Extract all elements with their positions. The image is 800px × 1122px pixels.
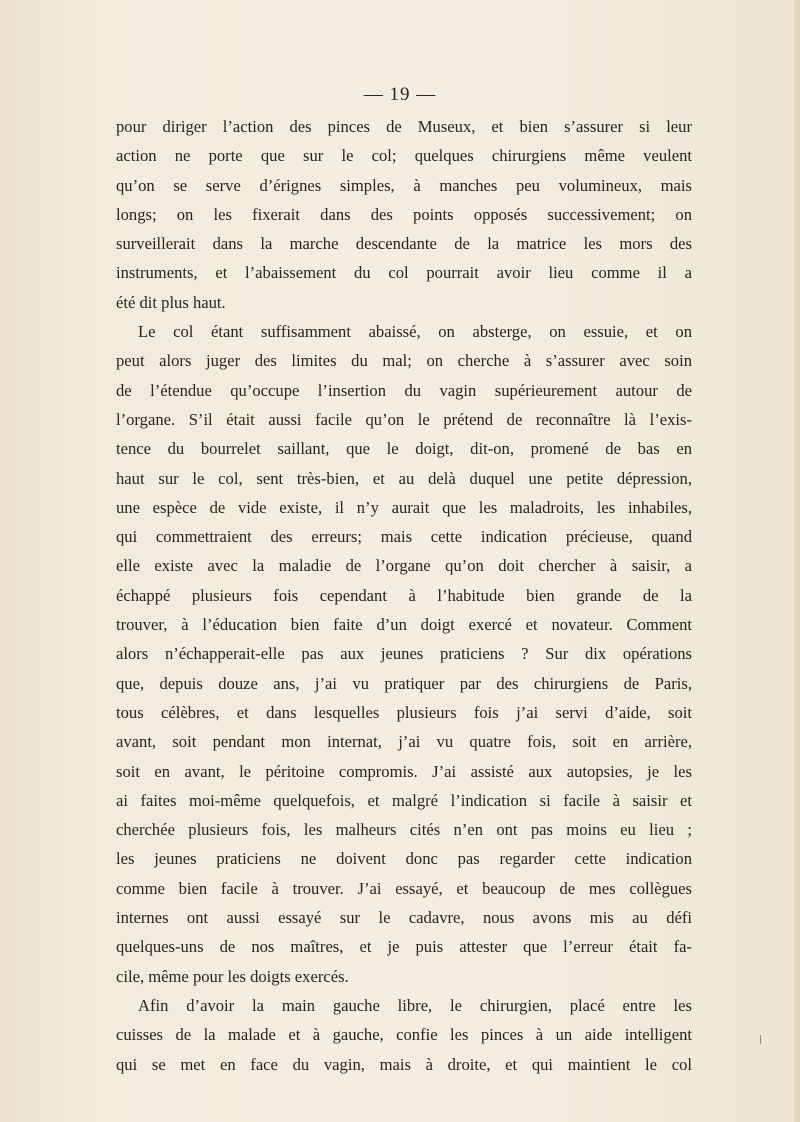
text-line: comme bien facile à trouver. J’ai essayé, et beaucoup de mes collègues — [116, 878, 692, 898]
text-line: cile, même pour les doigts exercés. — [116, 966, 349, 986]
text-line: trouver, à l’éducation bien faite d’un doigt exercé et novateur. Comment — [116, 615, 692, 635]
text-line: de l’étendue qu’occupe l’insertion du vagin supérieurement autour de — [116, 380, 692, 400]
text-line: cherchée plusieurs fois, les malheurs cités n’en ont pas moins eu lieu ; — [116, 820, 692, 840]
text-line: surveillerait dans la marche descendante de la matrice les mors des — [116, 234, 692, 254]
text-line: haut sur le col, sent très-bien, et au delà duquel une petite dépression, — [116, 468, 692, 488]
text-line: tence du bourrelet saillant, que le doigt, dit-on, promené de bas en — [116, 439, 692, 459]
body-text — [116, 112, 692, 1079]
text-line: qu’on se serve d’érignes simples, à manches peu volumineux, mais — [116, 175, 692, 195]
text-line: Le col étant suffisamment abaissé, on absterge, on essuie, et on — [138, 322, 692, 342]
text-line: instruments, et l’abaissement du col pourrait avoir lieu comme il a — [116, 263, 692, 283]
text-line: longs; on les fixerait dans des points opposés successivement; on — [116, 204, 692, 224]
text-line: qui se met en face du vagin, mais à droite, et qui maintient le col — [116, 1054, 692, 1074]
page-number: — 19 — — [363, 84, 437, 105]
text-line: que, depuis douze ans, j’ai vu pratiquer par des chirurgiens de Paris, — [116, 673, 692, 693]
text-line: avant, soit pendant mon internat, j’ai vu quatre fois, soit en arrière, — [116, 732, 692, 752]
text-line: internes ont aussi essayé sur le cadavre, nous avons mis au défi — [116, 908, 692, 928]
text-line: alors n’échapperait-elle pas aux jeunes praticiens ? Sur dix opérations — [116, 644, 692, 664]
text-line: pour diriger l’action des pinces de Museux, et bien s’assurer si leur — [116, 117, 692, 136]
ink-speck — [760, 1035, 761, 1044]
text-line: elle existe avec la maladie de l’organe qu’on doit chercher à saisir, a — [116, 556, 692, 576]
text-line: cuisses de la malade et à gauche, confie les pinces à un aide intelligent — [116, 1025, 692, 1045]
text-line: peut alors juger des limites du mal; on cherche à s’assurer avec soin — [116, 351, 692, 371]
text-line: ai faites moi-même quelquefois, et malgré l’indication si facile à saisir et — [116, 790, 692, 810]
text-line: Afin d’avoir la main gauche libre, le chirurgien, placé entre les — [138, 995, 692, 1015]
page-edge — [794, 0, 800, 1122]
text-line: échappé plusieurs fois cependant à l’habitude bien grande de la — [116, 585, 692, 605]
text-line: été dit plus haut. — [116, 292, 226, 312]
text-line: l’organe. S’il était aussi facile qu’on le prétend de reconnaître là l’exis- — [116, 409, 692, 429]
text-line: soit en avant, le péritoine compromis. J’ai assisté aux autopsies, je les — [116, 761, 692, 781]
text-line: qui commettraient des erreurs; mais cette indication précieuse, quand — [116, 527, 692, 547]
text-line: une espèce de vide existe, il n’y aurait que les maladroits, les inhabiles, — [116, 497, 692, 517]
text-line: les jeunes praticiens ne doivent donc pas regarder cette indication — [116, 849, 692, 869]
text-line: quelques-uns de nos maîtres, et je puis attester que l’erreur était fa- — [116, 937, 692, 957]
text-line: tous célèbres, et dans lesquelles plusieurs fois j’ai servi d’aide, soit — [116, 702, 692, 722]
text-line: action ne porte que sur le col; quelques chirurgiens même veulent — [116, 146, 692, 166]
